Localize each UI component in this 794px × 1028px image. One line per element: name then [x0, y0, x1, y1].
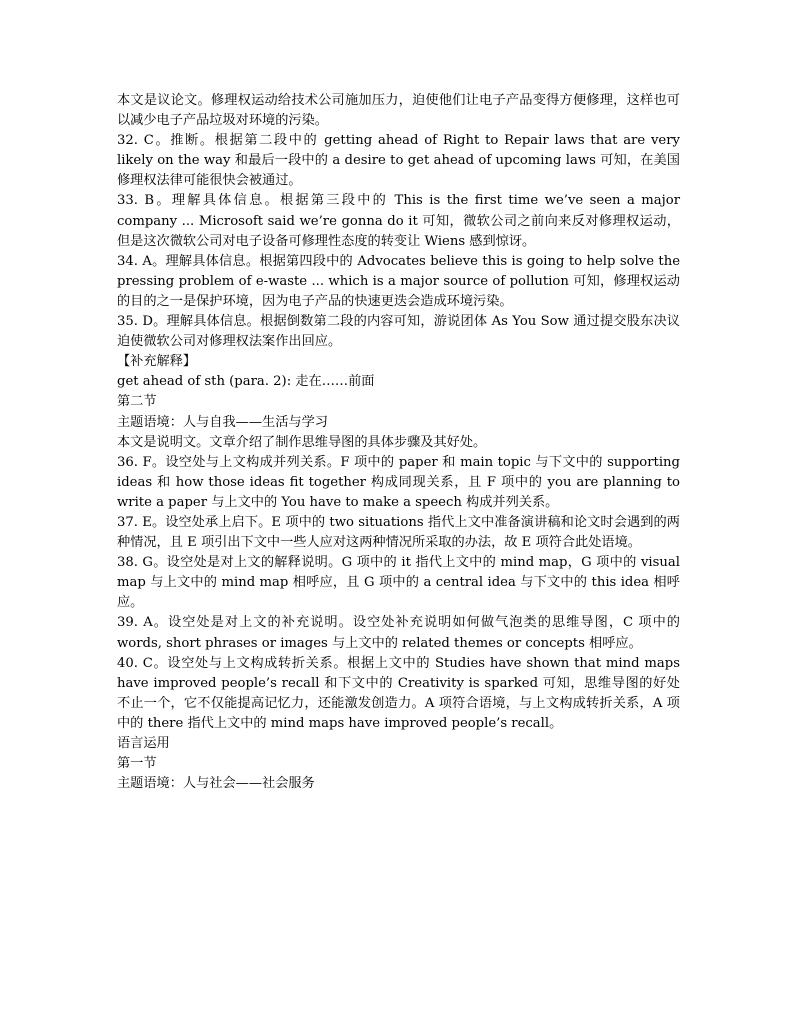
language-use-heading: 语言运用 [117, 736, 170, 751]
answer-37: 37. E。设空处承上启下。E 项中的 two situations 指代上文中准备演讲稿和论文时会遇到的两种情况，且 E 项引出下文中一些人应对这两种情况所采取的办法，故 E 项符合此处语境。 [117, 514, 680, 551]
section-1-heading: 第一节 [117, 756, 157, 772]
supplement-heading: 【补充解释】 [117, 354, 197, 370]
answer-36: 36. F。设空处与上文构成并列关系。F 项中的 paper 和 main topic 与下文中的 supporting ideas 和 how those ideas fit together 构成同现关系，且 F 项中的 you are planning to write a paper 与上文中的 You have to make a speech 构成并列关系。 [117, 454, 680, 510]
section-2-theme: 主题语境：人与自我——生活与学习 [117, 414, 328, 430]
passage-intro: 本文是议论文。修理权运动给技术公司施加压力，迫使他们让电子产品变得方便修理，这样也可以减少电子产品垃圾对环境的污染。 [117, 93, 680, 129]
answer-32: 32. C。推断。根据第二段中的 getting ahead of Right to Repair laws that are very likely on the way 和最后一段中的 a desire to get ahead of upcoming laws 可知，在美国修理权法律可能很快会被通过。 [117, 133, 680, 189]
section-1-theme: 主题语境：人与社会——社会服务 [117, 776, 315, 792]
answer-40: 40. C。设空处与上文构成转折关系。根据上文中的 Studies have shown that mind maps have improved people’s recall 和下文中的 Creativity is sparked 可知，思维导图的好处不止一个，它不仅能提高记忆力，还能激发创造力。A 项符合语境，与上文构成转折关系，A 项中的 there 指代上文中的 mind maps have improved people’s recall。 [117, 655, 680, 731]
answer-39: 39. A。设空处是对上文的补充说明。设空处补充说明如何做气泡类的思维导图，C 项中的 words, short phrases or images 与上文中的 related themes or concepts 相呼应。 [117, 615, 680, 651]
supplement-item: get ahead of sth (para. 2): 走在……前面 [117, 374, 375, 390]
answer-34: 34. A。理解具体信息。根据第四段中的 Advocates believe this is going to help solve the pressing problem of e-waste ... which is a major source of pollution 可知，修理权运动的目的之一是保护环境，因为电子产品的快速更迭会造成环境污染。 [117, 253, 680, 309]
section-2-heading: 第二节 [117, 394, 157, 410]
answer-38: 38. G。设空处是对上文的解释说明。G 项中的 it 指代上文中的 mind map，G 项中的 visual map 与上文中的 mind map 相呼应，且 G 项中的 a central idea 与下文中的 this idea 相呼应。 [117, 555, 680, 611]
answer-33: 33. B。理解具体信息。根据第三段中的 This is the first time we’ve seen a major company ... Microsoft said we’re gonna do it 可知，微软公司之前向来反对修理权运动，但是这次微软公司对电子设备可修理性态度的转变让 Wiens 感到惊讶。 [117, 193, 680, 249]
answer-35: 35. D。理解具体信息。根据倒数第二段的内容可知，游说团体 As You Sow 通过提交股东决议迫使微软公司对修理权法案作出回应。 [117, 314, 680, 350]
document-page [117, 91, 680, 794]
section-2-intro: 本文是说明文。文章介绍了制作思维导图的具体步骤及其好处。 [117, 434, 487, 450]
